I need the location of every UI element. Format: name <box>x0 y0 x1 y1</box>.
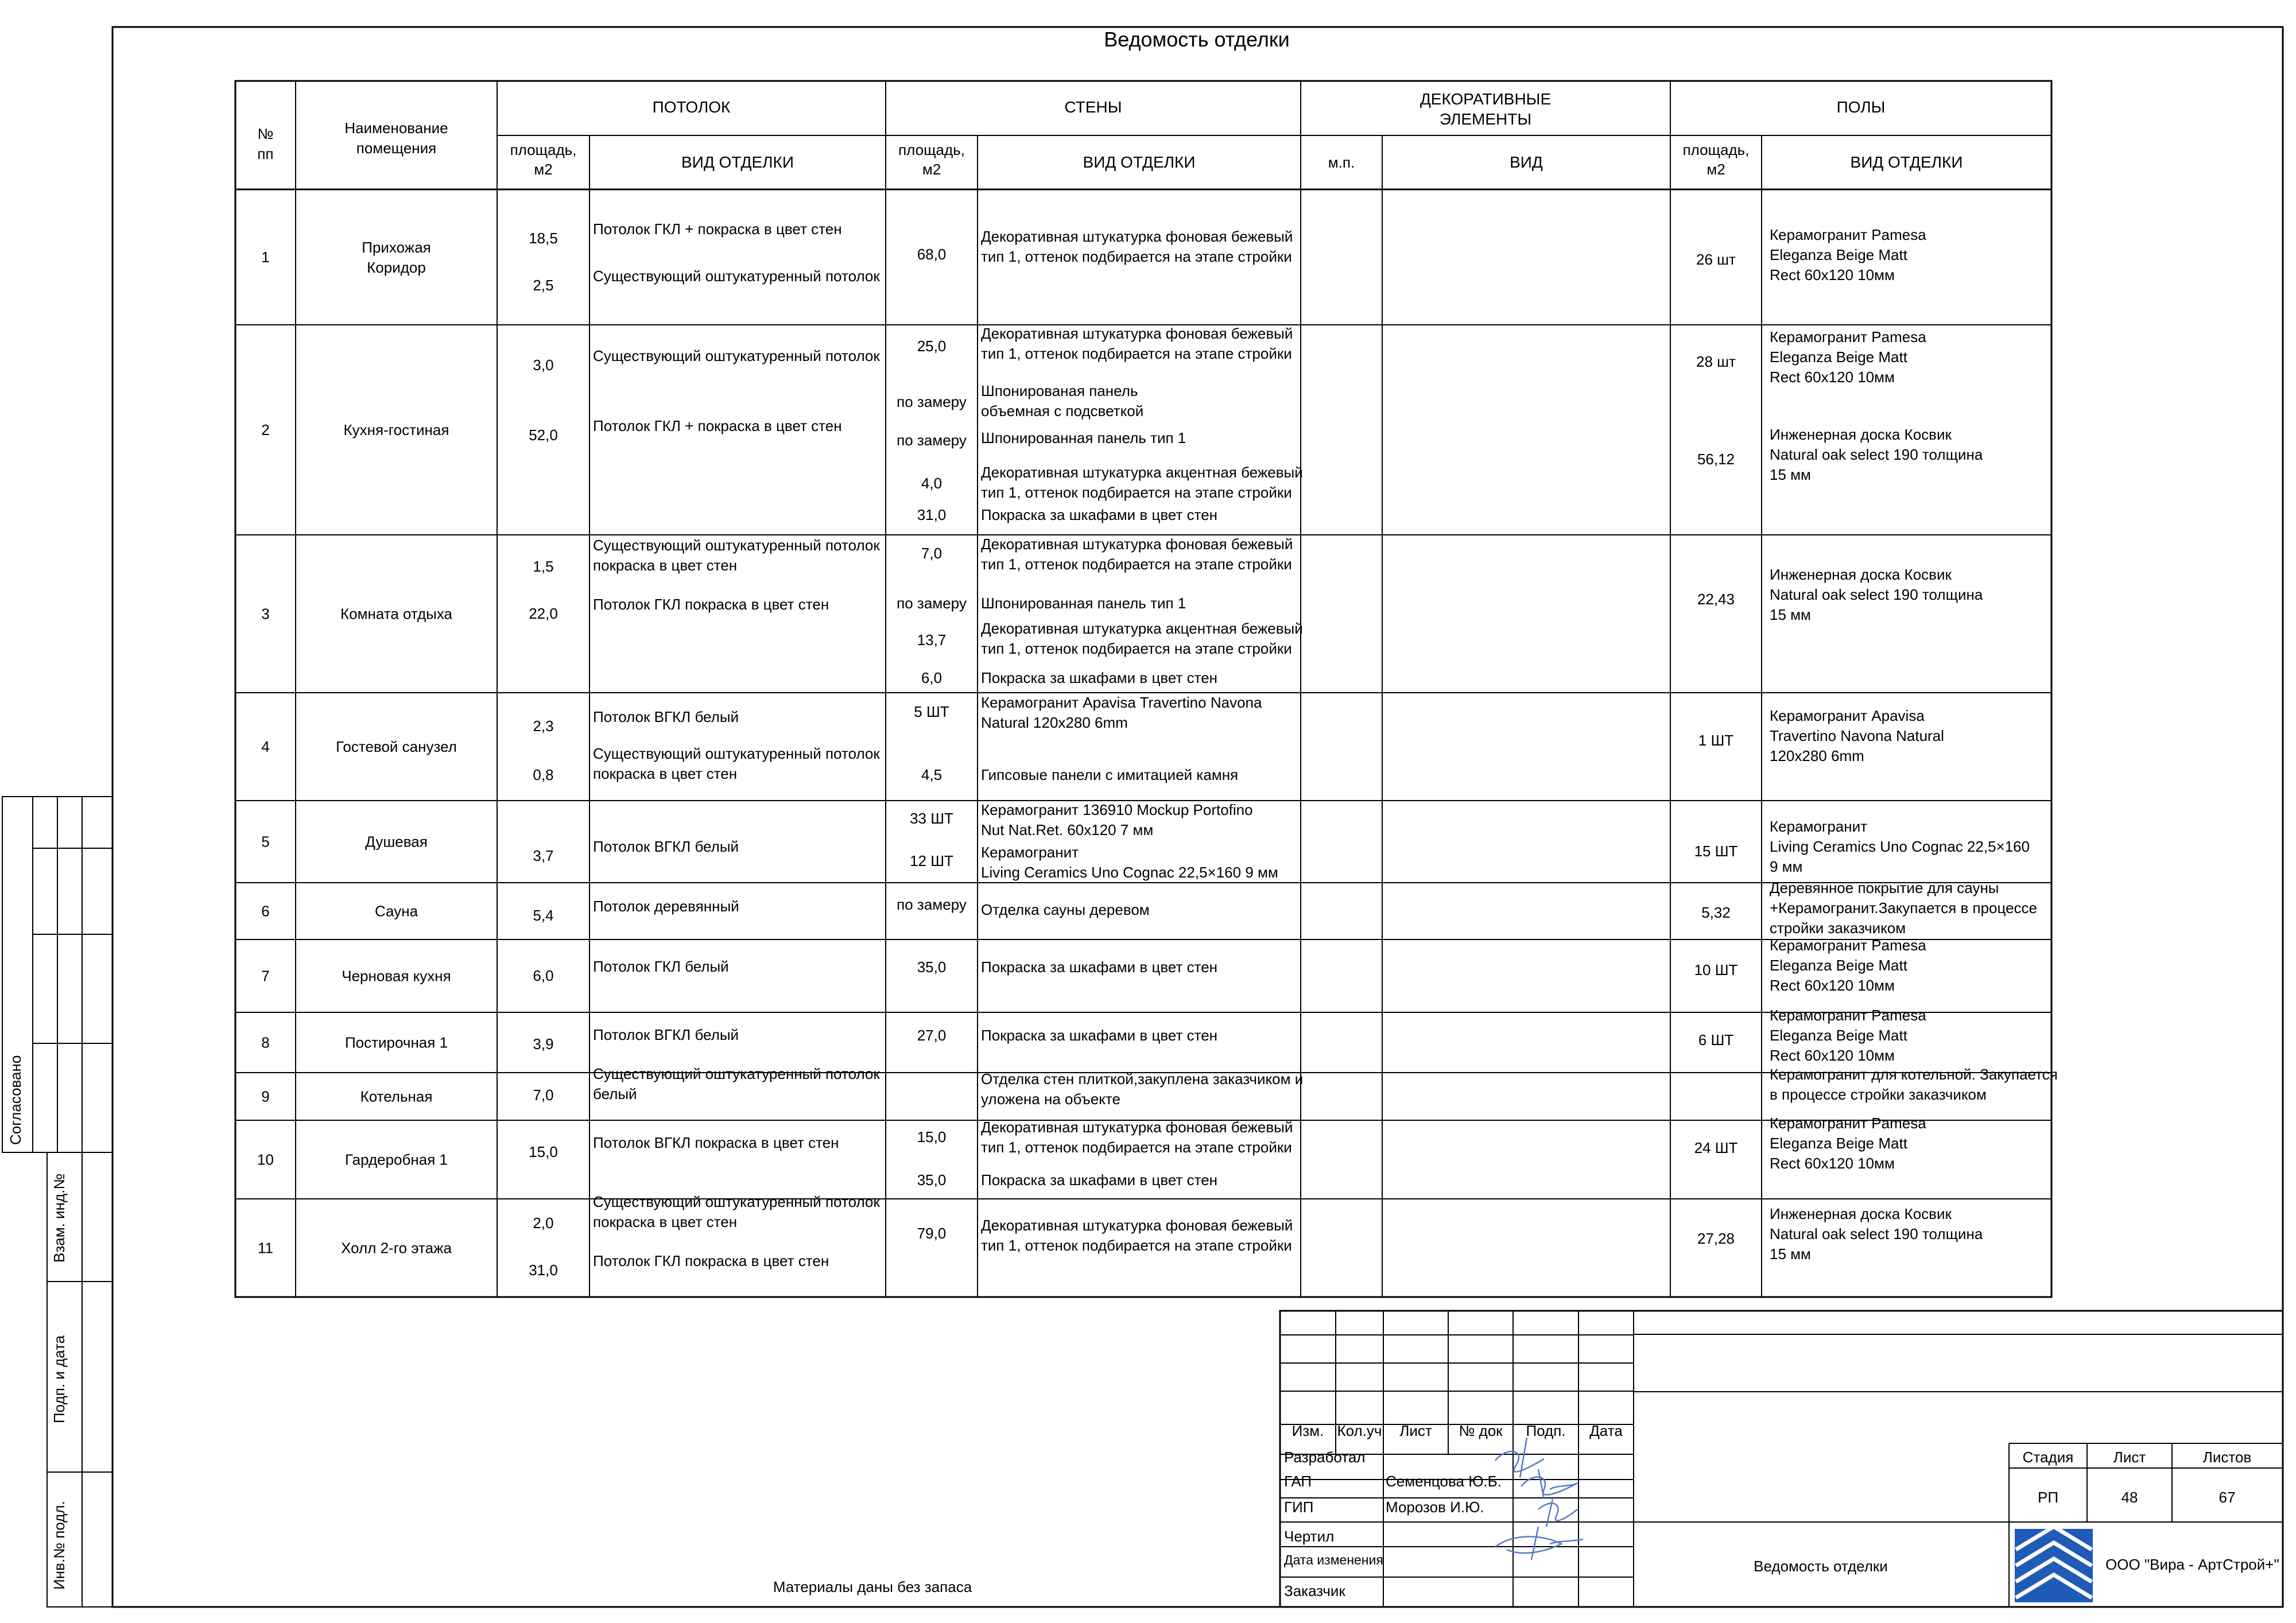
walls-area: 33 ШТ <box>910 810 953 827</box>
walls-finish: Шпонированая панель объемная с подсветкой <box>981 382 1144 420</box>
materials-note: Материалы даны без запаса <box>773 1578 972 1595</box>
row-number: 8 <box>261 1034 270 1051</box>
floors-finish: Керамогранит Pamesa Eleganza Beige Matt Rect 60x120 10мм <box>1770 226 1926 284</box>
row-number: 9 <box>261 1088 270 1105</box>
walls-finish: Декоративная штукатурка акцентная бежевый тип 1, оттенок подбирается на этапе стройки <box>981 620 1303 657</box>
walls-area: 35,0 <box>917 1171 947 1189</box>
ceiling-area: 15,0 <box>529 1143 558 1160</box>
walls-finish: Покраска за шкафами в цвет стен <box>981 506 1218 523</box>
walls-finish: Шпонированная панель тип 1 <box>981 595 1186 612</box>
floors-area: 24 ШТ <box>1694 1139 1738 1156</box>
ceiling-area: 22,0 <box>529 605 558 622</box>
floors-finish: Инженерная доска Косвик Natural oak select 190 толщина 15 мм <box>1770 426 1983 483</box>
walls-area: 25,0 <box>917 337 947 355</box>
header-walls: СТЕНЫ <box>1064 98 1122 116</box>
walls-finish: Отделка стен плиткой,закуплена заказчиком и уложена на объекте <box>981 1070 1304 1108</box>
header-finish-type: ВИД ОТДЕЛКИ <box>681 153 794 171</box>
ceiling-area: 31,0 <box>529 1261 558 1279</box>
title-block-role: ГИП <box>1284 1498 1314 1516</box>
header-area: площадь, м2 <box>898 141 965 178</box>
side-stamp <box>2 797 113 1607</box>
floors-finish: Керамогранит Living Ceramics Uno Cognac 22,5×160 9 мм <box>1770 818 2030 875</box>
replace-inventory-label: Взам. инд.№ <box>51 1173 68 1263</box>
walls-finish: Отделка сауны деревом <box>981 901 1150 918</box>
room-name: Душевая <box>365 833 428 851</box>
ceiling-finish: Потолок ВГКЛ белый <box>593 1026 739 1043</box>
walls-finish: Гипсовые панели с имитацией камня <box>981 766 1239 783</box>
ceiling-finish: Существующий оштукатуренный потолок покраска в цвет стен <box>593 1193 880 1230</box>
walls-area: 4,5 <box>921 766 943 783</box>
ceiling-area: 1,5 <box>533 558 554 575</box>
sheet-label: Лист <box>2113 1449 2146 1466</box>
title-block-role: Разработал <box>1284 1449 1366 1466</box>
ceiling-finish: Потолок ГКЛ белый <box>593 958 729 975</box>
walls-area: 68,0 <box>917 246 947 263</box>
title-block-col-header: Изм. <box>1292 1422 1324 1439</box>
walls-area: по замеру <box>897 393 967 410</box>
row-number: 11 <box>258 1239 273 1257</box>
row-number: 1 <box>261 249 270 266</box>
ceiling-area: 52,0 <box>529 426 558 444</box>
page-title: Ведомость отделки <box>1104 28 1290 51</box>
title-block-col-header: Лист <box>1399 1422 1432 1439</box>
row-number: 3 <box>261 605 270 623</box>
agreed-label: Согласовано <box>7 1055 24 1145</box>
header-ceiling: ПОТОЛОК <box>652 98 731 116</box>
floors-area: 6 ШТ <box>1698 1031 1734 1049</box>
room-name: Черновая кухня <box>342 967 451 985</box>
floors-finish: Керамогранит для котельной. Закупается в процессе стройки заказчиком <box>1770 1066 2058 1103</box>
floors-area: 26 шт <box>1696 251 1736 268</box>
floors-area: 28 шт <box>1696 353 1736 370</box>
inventory-original-label: Инв.№ подл. <box>51 1501 68 1590</box>
walls-area: 4,0 <box>921 475 943 492</box>
stage-label: Стадия <box>2022 1449 2074 1466</box>
walls-finish: Декоративная штукатурка фоновая бежевый тип 1, оттенок подбирается на этапе стройки <box>981 535 1293 573</box>
walls-finish: Покраска за шкафами в цвет стен <box>981 1027 1218 1044</box>
floors-area: 27,28 <box>1697 1230 1735 1247</box>
walls-area: 7,0 <box>921 545 943 562</box>
floors-finish: Керамогранит Pamesa Eleganza Beige Matt Rect 60x120 10мм <box>1770 1007 1926 1064</box>
row-number: 5 <box>261 833 270 851</box>
room-name: Постирочная 1 <box>344 1034 448 1051</box>
floors-finish: Деревянное покрытие для сауны +Керамогранит.Закупается в процессе стройки заказчиком <box>1770 879 2038 937</box>
sheets-label: Листов <box>2202 1449 2252 1466</box>
floors-finish: Инженерная доска Косвик Natural oak select 190 толщина 15 мм <box>1770 566 1983 623</box>
ceiling-finish: Потолок ГКЛ + покраска в цвет стен <box>593 417 842 434</box>
walls-finish: Керамогранит Living Ceramics Uno Cognac 22,5×160 9 мм <box>981 844 1278 881</box>
walls-finish: Покраска за шкафами в цвет стен <box>981 1171 1218 1189</box>
ceiling-finish: Потолок ГКЛ покраска в цвет стен <box>593 1252 829 1269</box>
walls-area: 31,0 <box>917 506 947 523</box>
walls-finish: Декоративная штукатурка фоновая бежевый тип 1, оттенок подбирается на этапе стройки <box>981 1217 1293 1254</box>
ceiling-finish: Существующий оштукатуренный потолок белый <box>593 1065 880 1102</box>
sheets-total: 67 <box>2219 1489 2236 1506</box>
floors-finish: Керамогранит Apavisa Travertino Navona Natural 120x280 6mm <box>1770 707 1944 764</box>
walls-area: по замеру <box>897 432 967 449</box>
ceiling-finish: Существующий оштукатуренный потолок покраска в цвет стен <box>593 745 880 782</box>
title-block-role: ГАП <box>1284 1473 1312 1490</box>
floors-finish: Керамогранит Pamesa Eleganza Beige Matt Rect 60x120 10мм <box>1770 937 1926 994</box>
header-finish-type: ВИД ОТДЕЛКИ <box>1850 153 1963 171</box>
signature-drafter <box>1495 1527 1583 1560</box>
ceiling-area: 2,5 <box>533 277 554 294</box>
ceiling-finish: Существующий оштукатуренный потолок <box>593 267 880 285</box>
ceiling-area: 2,3 <box>533 717 554 735</box>
header-finish-type: ВИД ОТДЕЛКИ <box>1083 153 1196 171</box>
ceiling-area: 3,9 <box>533 1035 554 1053</box>
ceiling-finish: Существующий оштукатуренный потолок покраска в цвет стен <box>593 537 880 574</box>
walls-finish: Покраска за шкафами в цвет стен <box>981 669 1218 686</box>
floors-area: 15 ШТ <box>1694 842 1738 860</box>
signature-developer <box>1495 1438 1544 1478</box>
floors-area: 1 ШТ <box>1698 732 1734 749</box>
ceiling-finish: Потолок ГКЛ + покраска в цвет стен <box>593 220 842 238</box>
ceiling-area: 3,0 <box>533 356 554 374</box>
title-block <box>1280 1311 2283 1607</box>
title-block-role: Чертил <box>1284 1528 1335 1545</box>
room-name: Прихожая Коридор <box>362 239 431 276</box>
walls-finish: Керамогранит 136910 Mockup Portofino Nut Nat.Ret. 60x120 7 мм <box>981 801 1253 838</box>
title-block-role: Дата изменения <box>1284 1552 1383 1567</box>
signature-gap <box>1521 1469 1577 1499</box>
company-logo <box>2015 1527 2093 1602</box>
ceiling-area: 18,5 <box>529 230 558 247</box>
floors-area: 5,32 <box>1701 904 1731 921</box>
ceiling-area: 2,0 <box>533 1214 554 1232</box>
walls-finish: Покраска за шкафами в цвет стен <box>981 958 1218 976</box>
row-number: 10 <box>257 1151 274 1168</box>
ceiling-area: 3,7 <box>533 847 554 864</box>
header-decor: ДЕКОРАТИВНЫЕ ЭЛЕМЕНТЫ <box>1420 90 1552 128</box>
room-name: Гардеробная 1 <box>345 1151 448 1168</box>
walls-area: 79,0 <box>917 1225 947 1242</box>
walls-area: 15,0 <box>917 1128 947 1146</box>
walls-area: по замеру <box>897 595 967 612</box>
walls-finish: Декоративная штукатурка фоновая бежевый тип 1, оттенок подбирается на этапе стройки <box>981 228 1293 265</box>
header-area: площадь, м2 <box>1682 141 1750 178</box>
floors-finish: Инженерная доска Косвик Natural oak select 190 толщина 15 мм <box>1770 1205 1983 1263</box>
walls-area: 27,0 <box>917 1027 947 1044</box>
header-num: № пп <box>257 125 274 162</box>
sign-date-label: Подп. и дата <box>51 1335 68 1423</box>
floors-area: 10 ШТ <box>1694 961 1738 979</box>
walls-finish: Декоративная штукатурка фоновая бежевый тип 1, оттенок подбирается на этапе стройки <box>981 1119 1293 1156</box>
walls-finish: Декоративная штукатурка фоновая бежевый тип 1, оттенок подбирается на этапе стройки <box>981 325 1293 362</box>
title-block-role: Заказчик <box>1284 1582 1345 1599</box>
walls-area: по замеру <box>897 896 967 913</box>
sheet-number: 48 <box>2121 1489 2138 1506</box>
header-area: площадь, м2 <box>510 141 577 178</box>
stage-value: РП <box>2037 1489 2059 1506</box>
floors-finish: Керамогранит Pamesa Eleganza Beige Matt Rect 60x120 10мм <box>1770 1115 1926 1172</box>
ceiling-finish: Потолок ВГКЛ белый <box>593 708 739 725</box>
ceiling-area: 6,0 <box>533 967 554 984</box>
ceiling-finish: Потолок ГКЛ покраска в цвет стен <box>593 596 829 613</box>
company-name: ООО "Вира - АртСтрой+" <box>2105 1556 2279 1573</box>
ceiling-area: 7,0 <box>533 1086 554 1104</box>
room-name: Холл 2-го этажа <box>341 1239 452 1257</box>
row-number: 6 <box>261 902 270 920</box>
gip-name: Морозов И.Ю. <box>1386 1498 1484 1516</box>
ceiling-finish: Потолок деревянный <box>593 898 739 915</box>
floors-area: 22,43 <box>1697 591 1735 608</box>
title-block-col-header: Подп. <box>1526 1422 1566 1439</box>
ceiling-area: 5,4 <box>533 907 554 924</box>
title-block-col-header: Дата <box>1589 1422 1623 1439</box>
room-name: Комната отдыха <box>340 605 452 623</box>
row-number: 4 <box>261 738 270 755</box>
room-name: Сауна <box>374 902 418 920</box>
title-block-doc-title: Ведомость отделки <box>1754 1558 1888 1575</box>
walls-finish: Керамогранит Apavisa Travertino Navona Natural 120x280 6mm <box>981 694 1262 731</box>
walls-area: 12 ШТ <box>910 852 953 869</box>
ceiling-area: 0,8 <box>533 766 554 783</box>
title-block-col-header: № док <box>1459 1422 1503 1439</box>
room-name: Гостевой санузел <box>336 738 457 755</box>
row-number: 2 <box>261 421 270 438</box>
walls-area: 13,7 <box>917 631 947 649</box>
room-name: Кухня-гостиная <box>343 421 449 438</box>
row-number: 7 <box>261 967 270 985</box>
title-block-col-header: Кол.уч <box>1337 1422 1382 1439</box>
walls-area: 35,0 <box>917 958 947 976</box>
room-name: Котельная <box>360 1088 433 1105</box>
header-room-name: Наименование помещения <box>344 119 448 157</box>
header-decor-kind: ВИД <box>1510 153 1543 171</box>
header-floors: ПОЛЫ <box>1836 98 1886 116</box>
walls-finish: Декоративная штукатурка акцентная бежевый тип 1, оттенок подбирается на этапе стройки <box>981 464 1303 501</box>
ceiling-finish: Потолок ВГКЛ белый <box>593 838 739 855</box>
ceiling-finish: Существующий оштукатуренный потолок <box>593 347 880 364</box>
walls-area: 5 ШТ <box>914 703 949 720</box>
ceiling-finish: Потолок ВГКЛ покраска в цвет стен <box>593 1134 839 1151</box>
walls-area: 6,0 <box>921 669 943 686</box>
floors-area: 56,12 <box>1697 451 1735 468</box>
walls-finish: Шпонированная панель тип 1 <box>981 429 1186 446</box>
floors-finish: Керамогранит Pamesa Eleganza Beige Matt Rect 60x120 10мм <box>1770 328 1926 386</box>
gap-name: Семенцова Ю.Б. <box>1386 1473 1502 1490</box>
header-running-meters: м.п. <box>1328 154 1355 171</box>
